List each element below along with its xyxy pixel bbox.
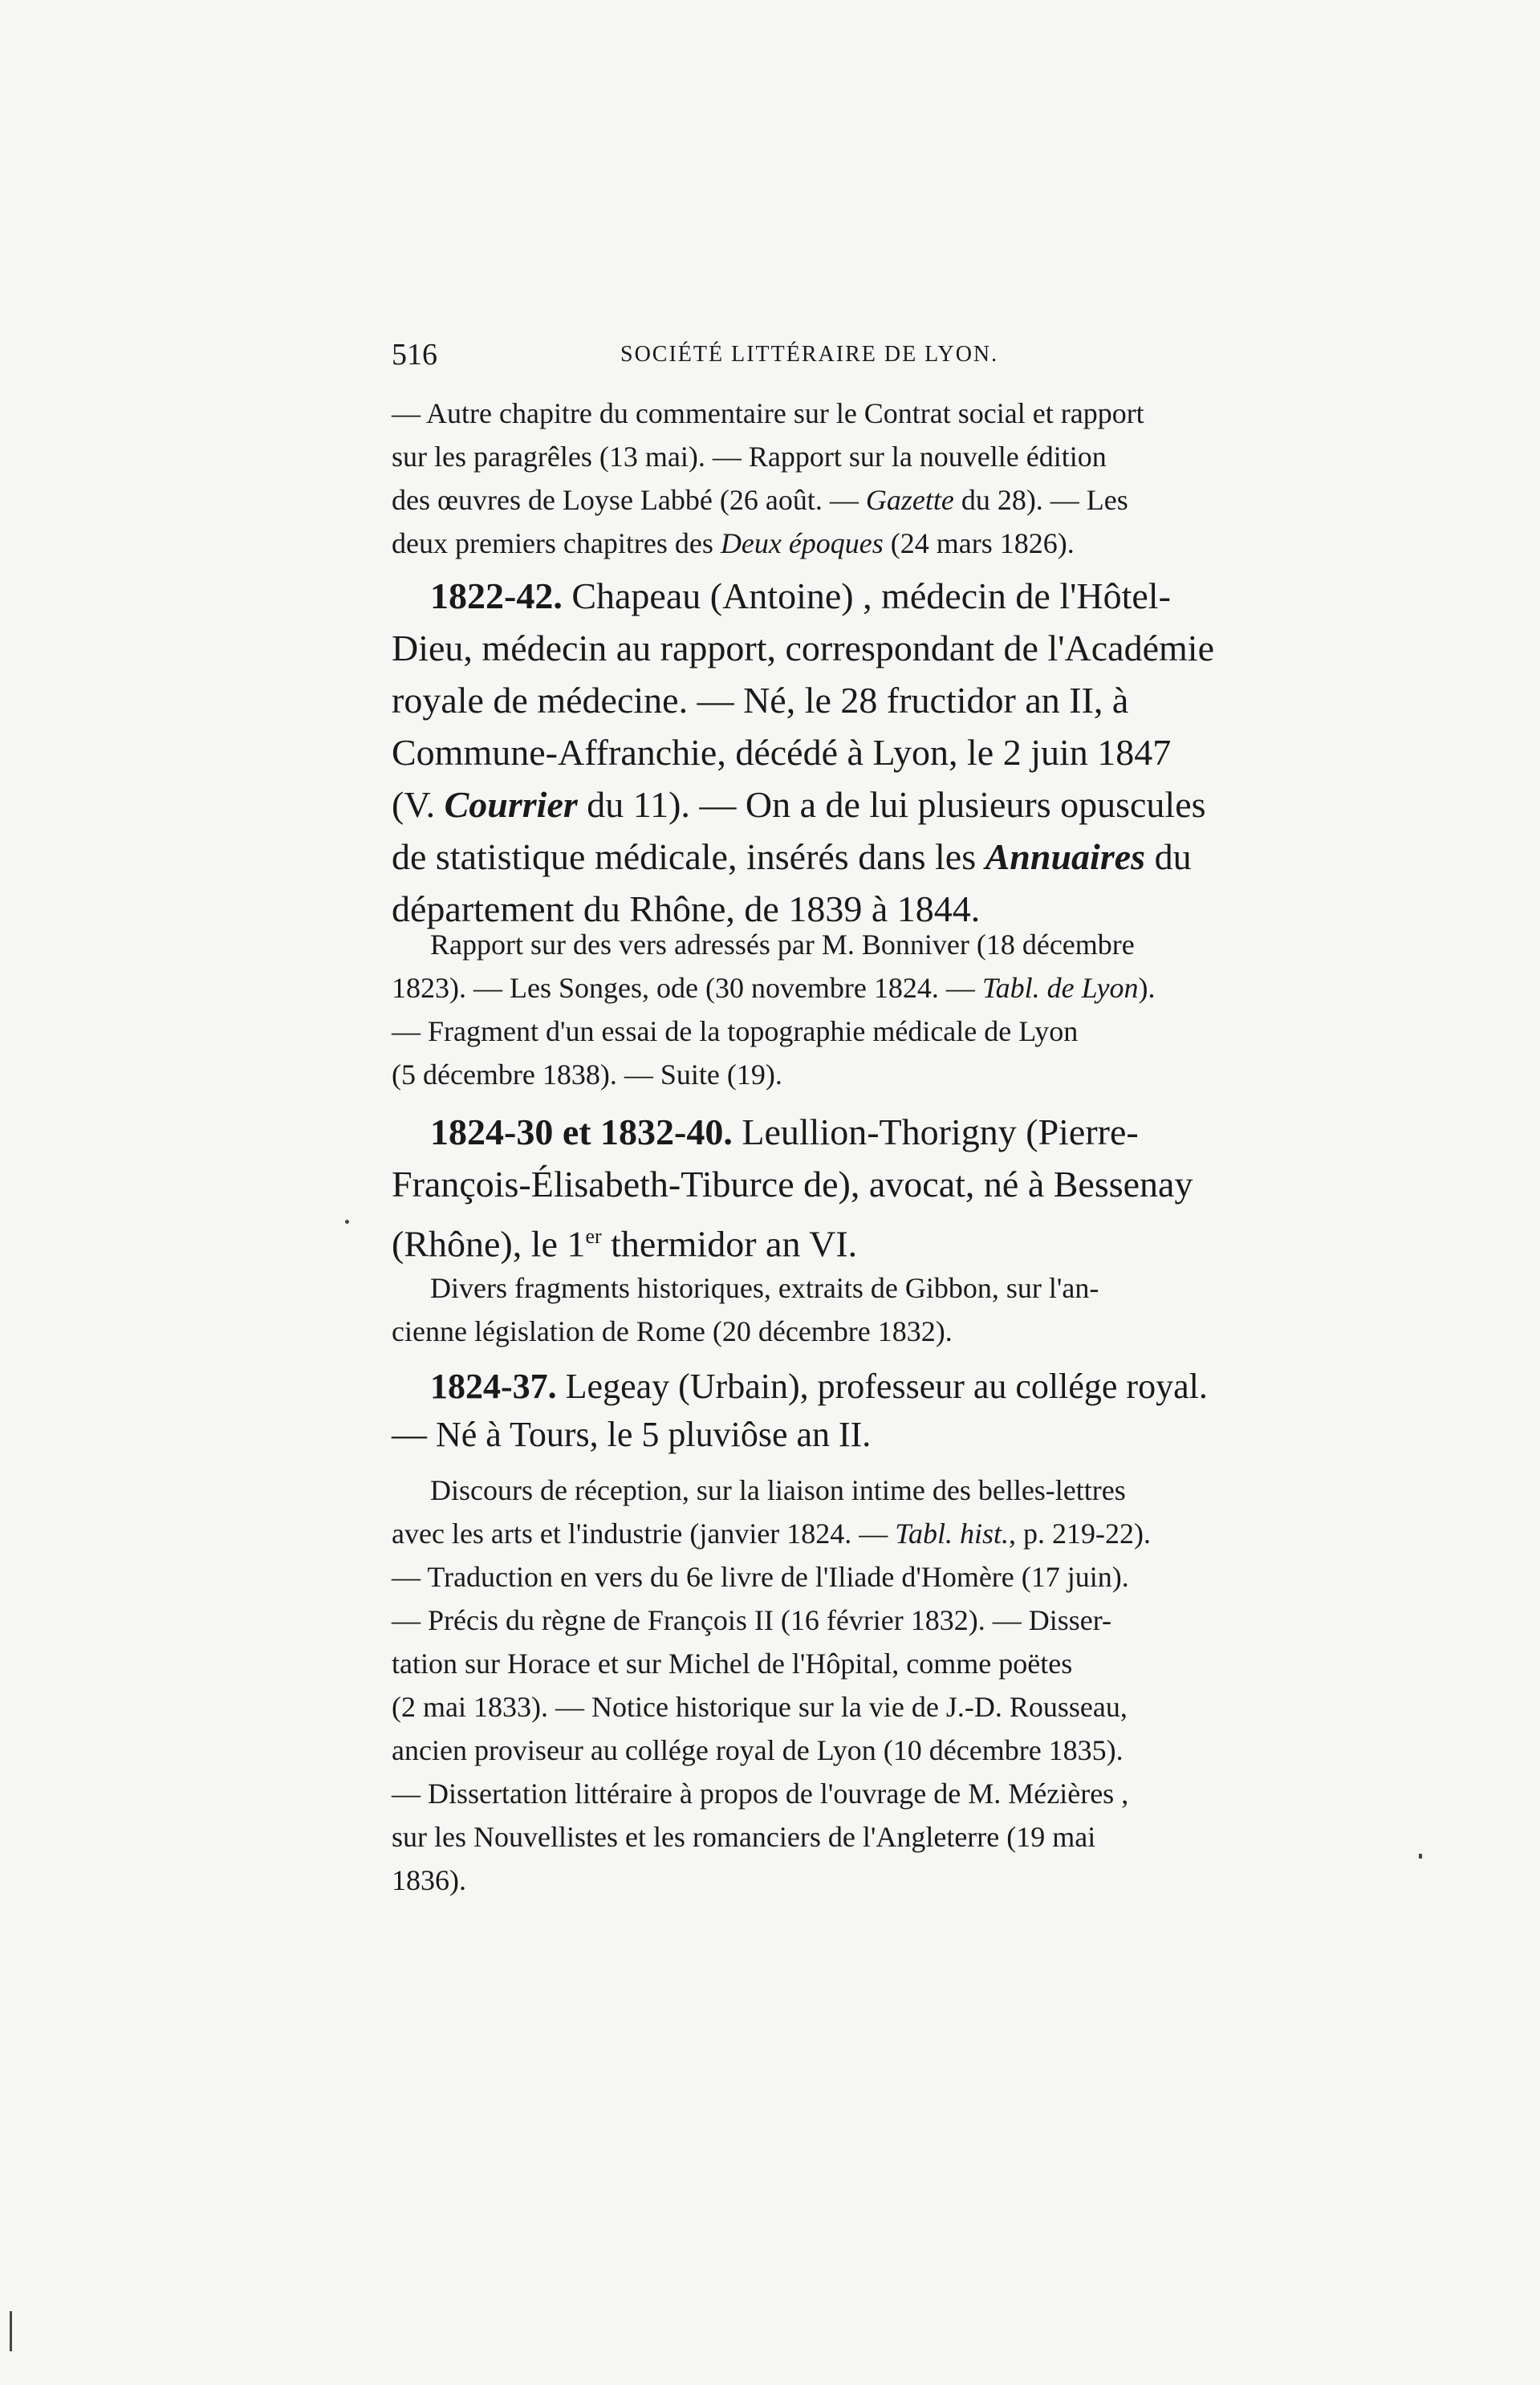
text-line: 1823). — Les Songes, ode (30 novembre 1824. — Tabl. de Lyon). xyxy=(392,972,1156,1004)
text-line: cienne législation de Rome (20 décembre 1832). xyxy=(392,1315,953,1347)
text-line: royale de médecine. — Né, le 28 fructidor an II, à xyxy=(392,680,1129,721)
text-line: département du Rhône, de 1839 à 1844. xyxy=(392,888,981,929)
text-line: — Autre chapitre du commentaire sur le Contrat social et rapport xyxy=(392,397,1144,429)
entry-legeay xyxy=(392,1363,1260,1459)
scan-mark xyxy=(10,2311,12,2351)
text-line: 1836). xyxy=(392,1864,466,1896)
text-line: tation sur Horace et sur Michel de l'Hôpital, comme poëtes xyxy=(392,1648,1073,1680)
text-line: — Dissertation littéraire à propos de l'ouvrage de M. Mézières , xyxy=(392,1778,1129,1810)
entry-heading-line: 1822-42. Chapeau (Antoine) , médecin de l'Hôtel- xyxy=(430,575,1171,616)
running-title: SOCIÉTÉ LITTÉRAIRE DE LYON. xyxy=(620,342,999,367)
entry-date: 1824-30 et 1832-40. xyxy=(430,1111,733,1152)
text-line: François-Élisabeth-Tiburce de), avocat, né à Bessenay xyxy=(392,1164,1193,1205)
text-line: Discours de réception, sur la liaison intime des belles-lettres xyxy=(430,1474,1126,1506)
text-line: — Né à Tours, le 5 pluviôse an II. xyxy=(392,1415,872,1454)
text-line: sur les Nouvellistes et les romanciers de l'Angleterre (19 mai xyxy=(392,1821,1096,1853)
entry-chapeau xyxy=(392,570,1260,935)
entry-chapeau-works xyxy=(392,923,1260,1096)
text-line: — Fragment d'un essai de la topographie médicale de Lyon xyxy=(392,1015,1079,1047)
text-line: (V. Courrier du 11). — On a de lui plusieurs opuscules xyxy=(392,784,1206,825)
entry-leullion-works xyxy=(392,1266,1260,1353)
entry-leullion xyxy=(392,1106,1260,1270)
entry-date: 1822-42. xyxy=(430,575,563,616)
text-line: (Rhône), le 1er thermidor an VI. xyxy=(392,1223,858,1265)
page-header xyxy=(392,337,1258,382)
scan-speck xyxy=(345,1220,349,1224)
text-line: (2 mai 1833). — Notice historique sur la vie de J.-D. Rousseau, xyxy=(392,1691,1128,1723)
text-line: Divers fragments historiques, extraits de Gibbon, sur l'an- xyxy=(430,1272,1099,1304)
entry-heading-line: 1824-30 et 1832-40. Leullion-Thorigny (Pierre- xyxy=(430,1111,1139,1152)
text-line: ancien proviseur au collége royal de Lyon (10 décembre 1835). xyxy=(392,1734,1124,1766)
text-line: Commune-Affranchie, décédé à Lyon, le 2 juin 1847 xyxy=(392,732,1172,773)
text-line: de statistique médicale, insérés dans les Annuaires du xyxy=(392,836,1192,877)
entry-heading-line: 1824-37. Legeay (Urbain), professeur au collége royal. xyxy=(430,1367,1208,1406)
text-line: sur les paragrêles (13 mai). — Rapport sur la nouvelle édition xyxy=(392,441,1107,473)
entry-date: 1824-37. xyxy=(430,1367,557,1406)
text-line: — Précis du règne de François II (16 février 1832). — Disser- xyxy=(392,1604,1112,1636)
text-line: — Traduction en vers du 6e livre de l'Iliade d'Homère (17 juin). xyxy=(392,1561,1129,1593)
entry-legeay-works xyxy=(392,1469,1260,1902)
text-line: avec les arts et l'industrie (janvier 1824. — Tabl. hist., p. 219-22). xyxy=(392,1518,1152,1550)
intro-paragraph xyxy=(392,392,1260,565)
text-line: Dieu, médecin au rapport, correspondant de l'Académie xyxy=(392,628,1214,668)
text-line: des œuvres de Loyse Labbé (26 août. — Gazette du 28). — Les xyxy=(392,484,1128,516)
text-line: (5 décembre 1838). — Suite (19). xyxy=(392,1058,782,1091)
text-line: deux premiers chapitres des Deux époques (24 mars 1826). xyxy=(392,527,1075,559)
text-line: Rapport sur des vers adressés par M. Bonniver (18 décembre xyxy=(430,928,1135,961)
scan-speck xyxy=(1419,1854,1422,1859)
page-number: 516 xyxy=(392,338,437,372)
